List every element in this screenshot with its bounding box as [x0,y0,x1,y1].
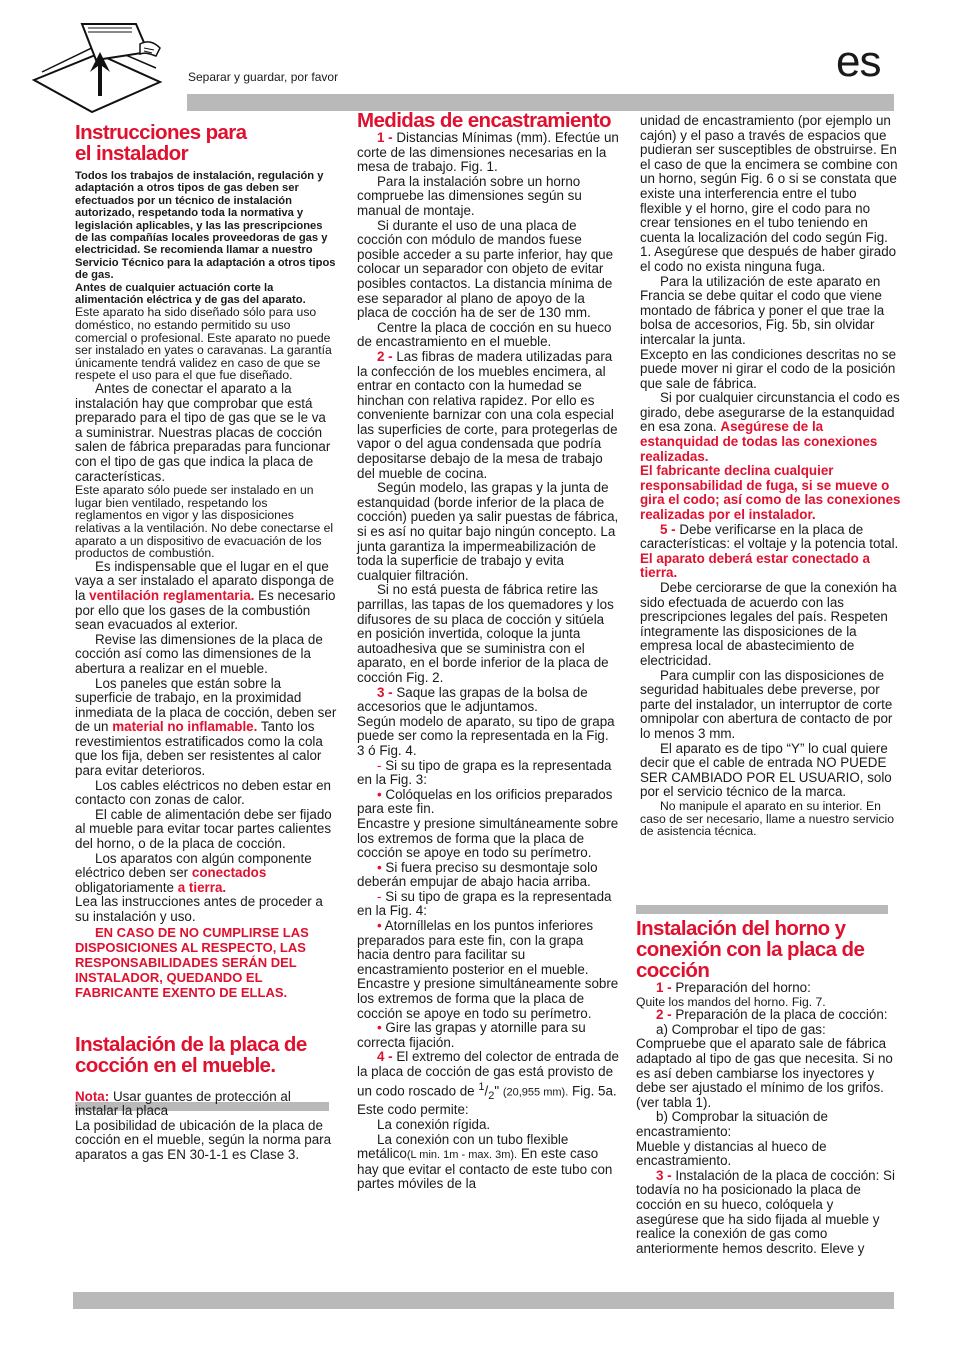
check-gas-text: Compruebe que el aparato sale de fábrica adaptado al tipo de gas que necesita. Si no es así deben cambiarse los inyectores y debe ser ajustado el mínimo de los grifos. (ver tabla 1). [636,1036,893,1110]
section-divider-3 [636,905,888,914]
column-1 [75,122,337,1163]
tagline: Separar y guardar, por favor [188,70,339,84]
power-cut-warning: Antes de cualquier actuación corte la alimentación eléctrica y de gas del aparato. [75,281,306,307]
except-text: Excepto en las condiciones descritas no se puede mover ni girar el codo de la posición que sale de fábrica. [640,346,897,391]
fig3-bullet-1: • Colóquelas en los orificios preparados para este fin. [357,786,613,817]
step-1: 1 - Distancias Mínimas (mm). Efectúe un corte de las dimensiones necesarias en la mesa de trabajo. Fig. 1. [357,130,619,175]
oven-step-2: 2 - Preparación de la placa de cocción: [656,1007,888,1023]
bottom-bar [73,1292,894,1309]
step-4: 4 - El extremo del colector de entrada de la placa de cocción de gas está provisto de un codo roscado de $^1/_2$" (20,955 mm). Fig. 5a. Este codo permite: [357,1049,619,1118]
column-2 [357,110,619,1192]
separate-and-keep-icon [28,22,178,114]
oven-step-3: 3 - Instalación de la placa de cocción: Si todavía no ha posicionado la placa de cocción en su hueco, colóquela y asegúrese que ha sido fijada al mueble y realice la conexión de gas como anteriormente hemos descrito. Eleve y [636,1167,895,1256]
dimensions-text: Revise las dimensiones de la placa de cocción así como las dimensiones de la abertura a realizar en el mueble. [75,631,323,676]
grounding-text: Los aparatos con algún componente eléctrico deben ser conectados obligatoriamente a tierra. [75,850,312,895]
press-text-2: Encastre y presione simultáneamente sobre los extremos de forma que la placa de cocción se apoye en todo su perímetro. [357,976,619,1021]
type-y-text: El aparato es de tipo “Y” lo cual quiere decir que el cable de entrada NO PUEDE SER CAMBIADO POR EL USUARIO, solo por el servicio técnico de la marca. [640,740,892,800]
liability-warning: EN CASO DE NO CUMPLIRSE LAS DISPOSICIONES AL RESPECTO, LAS RESPONSABILIDADES SERÁN DEL INSTALADOR, QUEDANDO EL FABRICANTE EXENTO DE ELLAS. [75,924,309,1000]
check-position-text: Mueble y distancias al hueco de encastramiento. [636,1138,827,1169]
installer-warning: Todos los trabajos de instalación, regulación y adaptación a otros tipos de gas deben ser efectuados por un técnico de instalación autorizado, respetando toda la normativa y legislación aplicables, y las las prescripciones de las compañías locales proveedoras de gas y electricidad. Se recomienda llamar a nuestro Servicio Técnico para la adaptación a otros tipos de gas. [75,170,336,282]
fig4-bullet-2: • Gire las grapas y atornille para su correcta fijación. [357,1020,586,1050]
oven-check-text: Para la instalación sobre un horno compruebe las dimensiones según su manual de montaje. [357,173,582,218]
column-3-lower [636,918,898,1256]
elbow-text: Si por cualquier circunstancia el codo es girado, debe asegurarse de la estanquidad en esa zona. Asegúrese de la estanquidad de todas las conexiones realizadas. [640,390,900,464]
center-text: Centre la placa de cocción en su hueco de encastramiento en el mueble. [357,319,612,350]
seal-install-text: Si no está puesta de fábrica retire las parrillas, las tapas de los quemadores y los difusores de su placa de cocción y sitúela en posición invertida, coloque la junta autoadhesiva que se suministra con el aparato, en el borde inferior de la placa de cocción Fig. 2. [357,582,614,685]
read-instructions-text: Lea las instrucciones antes de proceder a su instalación y uso. [75,894,323,924]
step-3: 3 - Saque las grapas de la bolsa de accesorios que le adjuntamos. [357,684,588,715]
press-text-1: Encastre y presione simultáneamente sobre los extremos de forma que la placa de cocción se apoye en todo su perímetro. [357,815,619,861]
step-5: 5 - Debe verificarse en la placa de características: el voltaje y la potencia total. El aparato deberá estar conectado a tierra. [640,521,899,581]
section-title-installation: Instalación de la placa de cocción en el mueble. [75,1032,307,1077]
oven-step-1: 1 - Preparación del horno: [656,980,811,995]
step-2: 2 - Las fibras de madera utilizadas para la confección de los muebles encimera, al entrar en contacto con la humedad se hinchan con relativa rapidez. Por ello es conveniente barnizar con una cola especial las superficies de corte, para protegerlas de vapor o del agua condensada que podría depositarse debajo de la mesa de trabajo del mueble de cocina. [357,348,618,481]
fig3-text: - Si su tipo de grapa es la representada en la Fig. 3: [357,757,612,788]
cables-text: Los cables eléctricos no deben estar en contacto con zonas de calor. [75,777,331,808]
norm-text: La posibilidad de ubicación de la placa de cocción en el mueble, según la norma para aparatos a gas EN 30-1-1 es Clase 3. [75,1117,332,1162]
legal-text: Debe cerciorarse de que la conexión ha sido efectuada de acuerdo con las prescripciones legales del país. Respeten íntegramente las disposiciones de la empresa local de abastecimiento de electricidad. [640,580,897,668]
column-3 [640,114,902,838]
rigid-connection-text: La conexión rígida. [377,1116,491,1132]
manufacturer-disclaimer: El fabricante declina cualquier responsabilidad de fuga, si se mueve o gira el codo; así como de las conexiones realizadas por el instalador. [640,463,901,523]
section-title-oven: Instalación del horno y conexión con la placa de cocción [636,917,865,982]
drawer-text: unidad de encastramiento (por ejemplo un cajón) y el paso a través de espacios que pudieran ser susceptibles de obstruirse. En el caso de que la encimera se combine con un horno, según Fig. 6 o si se constata que existe una interferencia entre el tubo flexible y el horno, gire el codo para no crear tensiones en el tubo teniendo en cuenta la localización del codo según Fig. 1. Asegúrese que después de haber girado el codo no exista ninguna fuga. [640,113,898,274]
ventilation-required-text: Es indispensable que el lugar en el que vaya a ser instalado el aparato disponga de la ventilación reglamentaria. Es necesario por ello que los gases de la combustión sean evacuados al exterior. [75,558,336,633]
switch-text: Para cumplir con las disposiciones de seguridad habituales debe preverse, por parte del instalador, un interruptor de corte omnipolar con abertura de contacto de por lo menos 3 mm. [640,667,893,741]
fig3-bullet-2: • Si fuera preciso su desmontaje solo deberán empujar de abajo hacia arriba. [357,859,598,890]
remove-knobs-text: Quite los mandos del horno. Fig. 7. [636,994,826,1009]
france-text: Para la utilización de este aparato en Francia se debe quitar el codo que viene montado de fábrica y poner el que trae la bolsa de accesorios, Fig. 5b, sin olvidar intercalar la junta. [640,273,885,347]
ventilation-text: Este aparato sólo puede ser instalado en un lugar bien ventilado, respetando los reglamentos en vigor y las disposiciones relativas a la ventilación. No debe conectarse el aparato a un dispositivo de evacuación de los productos de combustión. [75,483,334,561]
no-manipulate-text: No manipule el aparato en su interior. En caso de ser necesario, llame a nuestro servicio de asistencia técnica. [640,798,895,839]
domestic-use-text: Este aparato ha sido diseñado sólo para uso doméstico, no estando permitido su uso comercial o profesional. Este aparato no puede ser instalado en yates o caravanas. La garantía únicamente tendrá validez en caso de que se respete el uso para el que fue diseñado. [75,305,332,383]
separator-text: Si durante el uso de una placa de cocción con módulo de mandos fuese posible acceder a su parte inferior, hay que colocar un separador con objeto de evitar posibles contactos. La distancia mínima de ese separador al plano de apoyo de la placa de cocción ha de ser de 130 mm. [357,217,614,321]
gloves-note: Nota: Usar guantes de protección al instalar la placa [75,1088,291,1119]
check-position-heading: b) Comprobar la situación de encastramiento: [636,1109,828,1139]
seal-text: Según modelo, las grapas y la junta de estanquidad (borde inferior de la placa de cocción) pueden ya salir puestas de fábrica, si es así no quitar bajo ningún concepto. La junta garantiza la impermeabilización de toda la superficie de trabajo y evita cualquier filtración. [357,480,619,583]
fig4-bullet-1: • Atorníllelas en los puntos inferiores preparados para este fin, con la grapa hacia dentro para facilitar su encastramiento posterior en el mueble. [357,918,594,977]
power-cable-text: El cable de alimentación debe ser fijado al mueble para evitar tocar partes calientes del horno, o de la placa de cocción. [75,806,332,852]
gas-type-text: Antes de conectar el aparato a la instalación hay que comprobar que está preparado para el tipo de gas que se le va a suministrar. Nuestras placas de cocción salen de fábrica preparadas para funcionar con el tipo de gas que indica la placa de características. [75,381,331,484]
panels-text: Los paneles que están sobre la superficie de trabajo, en la proximidad inmediata de la placa de cocción, deben ser de un material no inflamable. Tanto los revestimientos estratificados como la cola que los fija, deben ser resistentes al calor para evitar deterioros. [75,675,337,779]
fig4-text: - Si su tipo de grapa es la representada en la Fig. 4: [357,888,612,919]
section-title-measures: Medidas de encastramiento [357,109,611,132]
check-gas-heading: a) Comprobar el tipo de gas: [656,1021,826,1037]
clip-type-text: Según modelo de aparato, su tipo de grapa puede ser como la representada en la Fig. 3 ó Fig. 4. [357,713,615,758]
section-title: Instrucciones para el instalador [75,121,247,165]
language-code: es [836,37,881,86]
flexible-connection-text: La conexión con un tubo flexible metálico(L min. 1m - max. 3m). En este caso hay que evitar el contacto de este tubo con partes móviles de la [357,1131,613,1192]
